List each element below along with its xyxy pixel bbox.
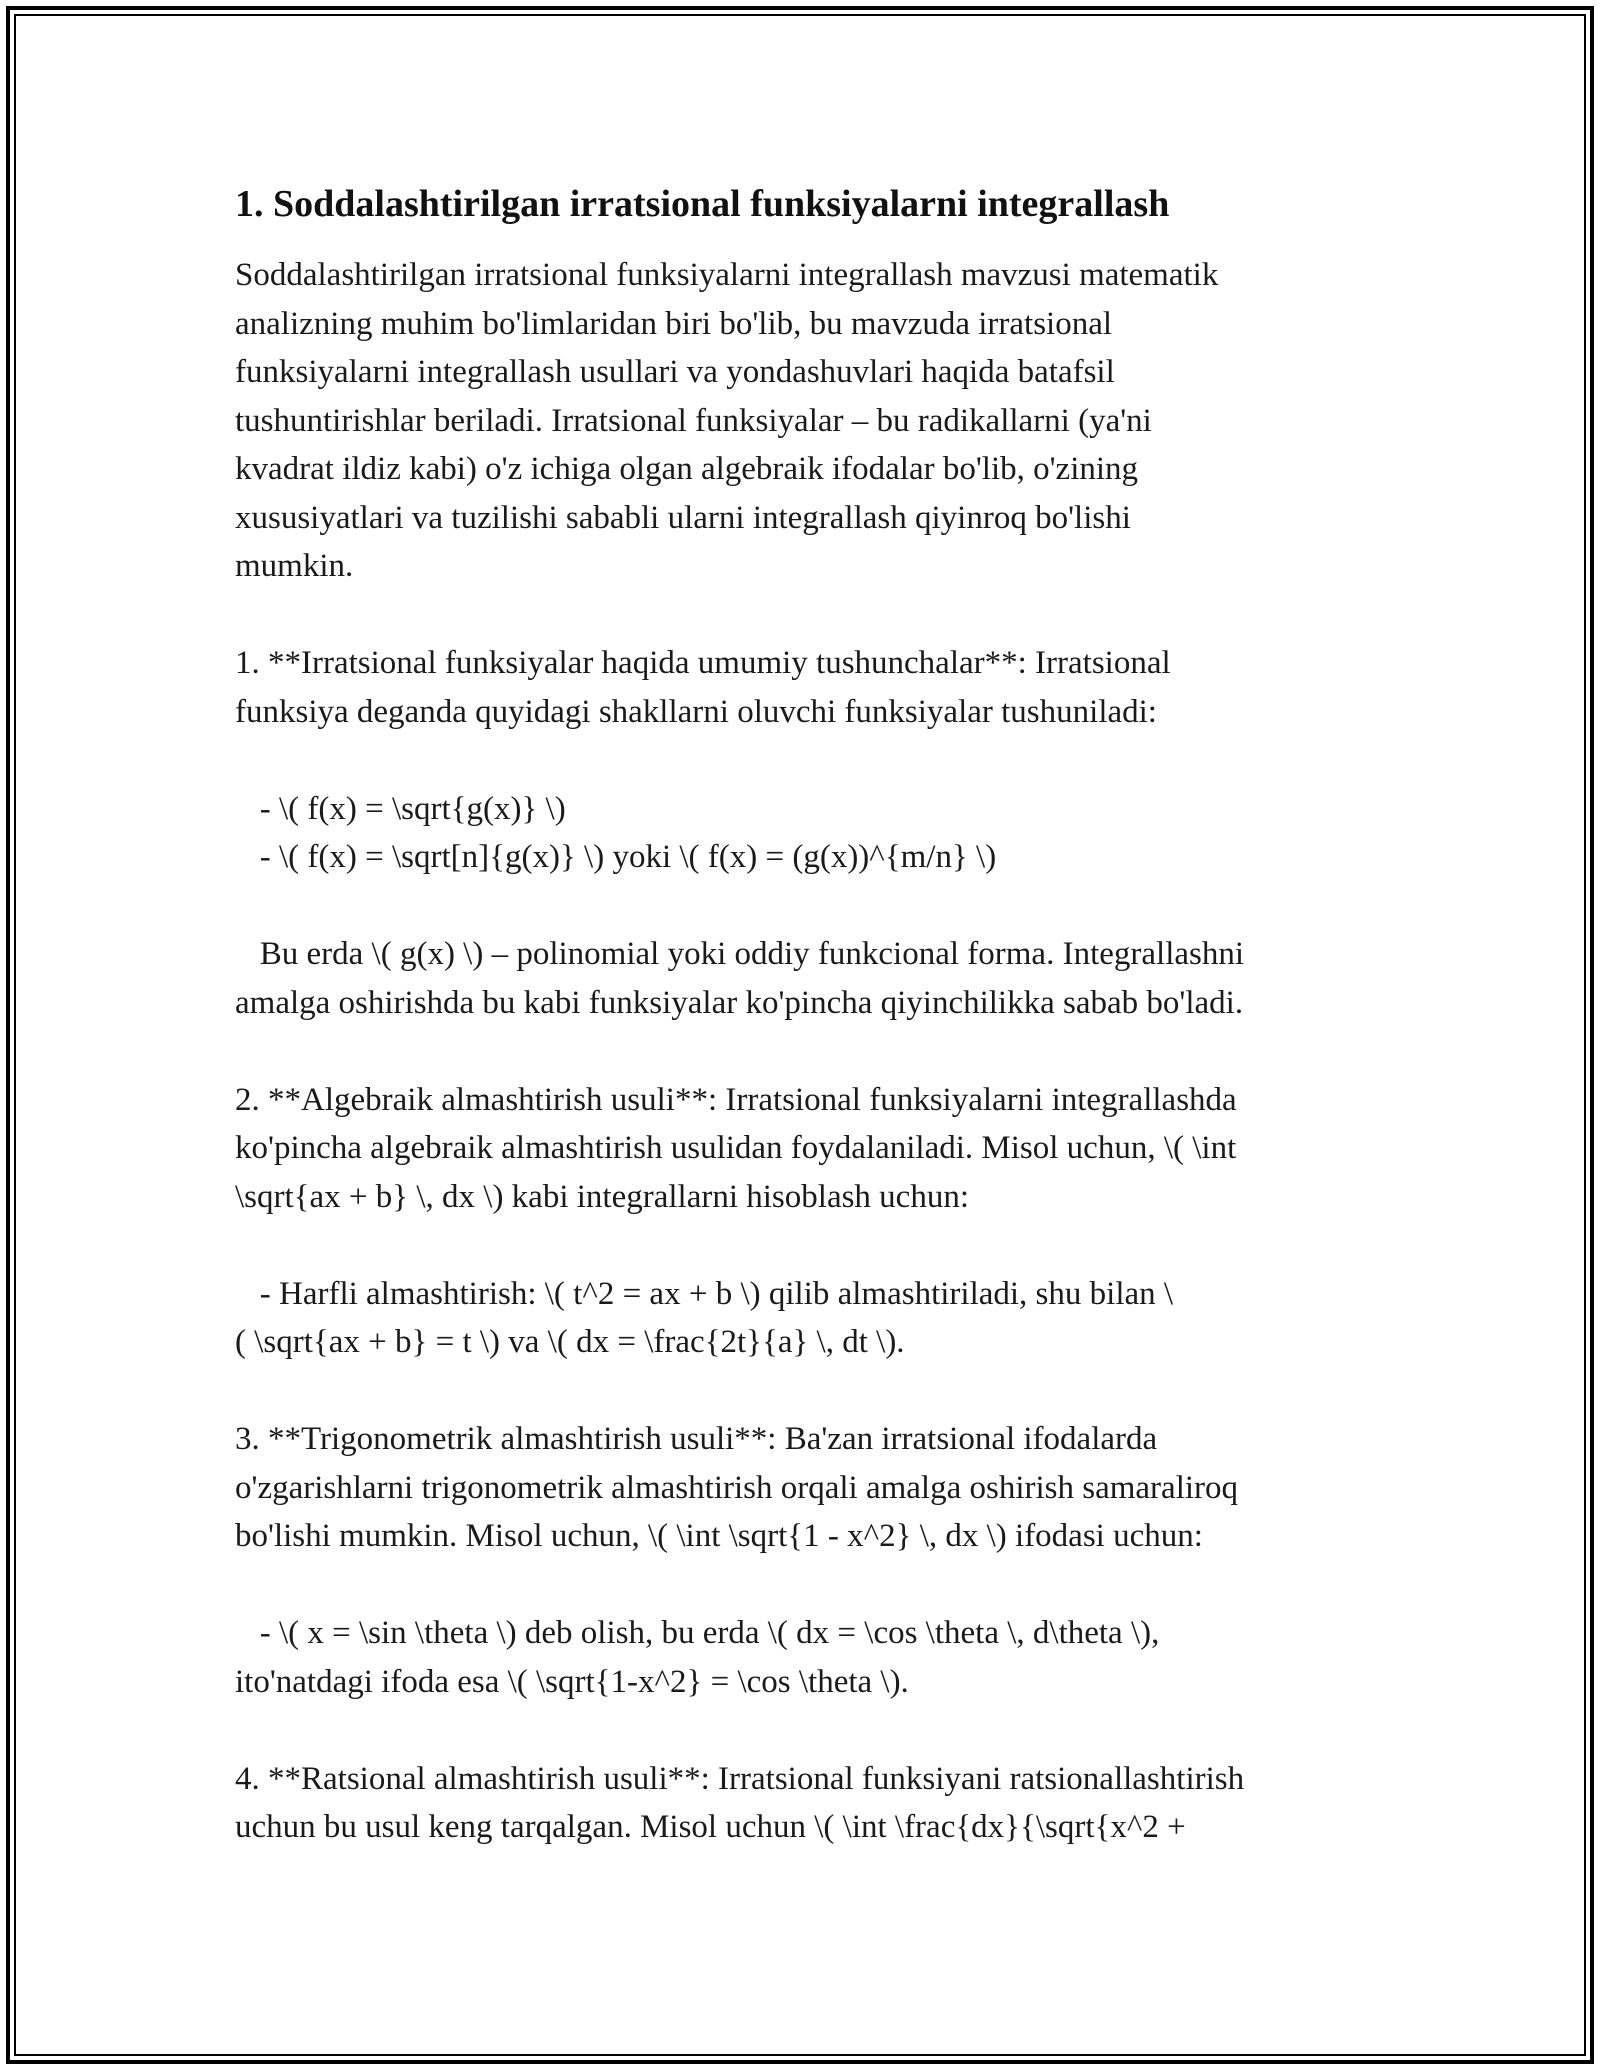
blank-line (235, 1027, 1375, 1076)
item-1-explanation: Bu erda \( g(x) \) – polinomial yoki oddiy funkcional forma. Integrallashni amalga oshirishda bu kabi funksiyalar ko'pincha qiyinchilikka sabab bo'ladi. (235, 936, 1245, 1021)
item-1-paragraph: 1. **Irratsional funksiyalar haqida umumiy tushunchalar**: Irratsional funksiya deganda quyidagi shakllarni oluvchi funksiyalar tushuniladi: (235, 645, 1171, 730)
blank-line (235, 1367, 1375, 1416)
item-3-paragraph: 3. **Trigonometrik almashtirish usuli**: Ba'zan irratsional ifodalarda o'zgarishlarni trigonometrik almashtirish orqali amalga oshirish samaraliroq bo'lishi mumkin. Misol uchun, \( \int \sqrt{1 - x^2} \, dx \) ifodasi uchun: (235, 1421, 1239, 1555)
blank-line (235, 882, 1375, 931)
blank-line (235, 591, 1375, 640)
item-4-paragraph: 4. **Ratsional almashtirish usuli**: Irratsional funksiyani ratsionallashtirish uchun bu usul keng tarqalgan. Misol uchun \( \int \frac{dx}{\sqrt{x^2 + (235, 1760, 1245, 1846)
item-1-formulas: - \( f(x) = \sqrt{g(x)} \) - \( f(x) = \sqrt[n]{g(x)} \) yoki \( f(x) = (g(x))^{m/n} \) (259, 790, 997, 876)
item-2-substitution: - Harfli almashtirish: \( t^2 = ax + b \) qilib almashtiriladi, shu bilan \ ( \sqrt{ax + b} = t \) va \( dx = \frac{2t}{a} \, dt \). (235, 1275, 1174, 1361)
section-heading: 1. Soddalashtirilgan irratsional funksiyalarni integrallash (235, 183, 1170, 225)
blank-line (235, 1221, 1375, 1270)
intro-paragraph: Soddalashtirilgan irratsional funksiyalarni integrallash mavzusi matematik analizning muhim bo'limlaridan biri bo'lib, bu mavzuda irratsional funksiyalarni integrallash usullari va yondashuvlari haqida batafsil tushuntirishlar beriladi. Irratsional funksiyalar – bu radikallarni (ya'ni kvadrat ildiz kabi) o'z ichiga olgan algebraik ifodalar bo'lib, o'zining xususiyatlari va tuzilishi sababli ularni integrallash qiyinroq bo'lishi mumkin. (235, 257, 1219, 585)
item-2-paragraph: 2. **Algebraik almashtirish usuli**: Irratsional funksiyalarni integrallashda ko'pincha algebraik almashtirish usulidan foydalaniladi. Misol uchun, \( \int \sqrt{ax + b} \, dx \) kabi integrallarni hisoblash uchun: (235, 1081, 1237, 1215)
item-3-substitution: - \( x = \sin \theta \) deb olish, bu erda \( dx = \cos \theta \, d\theta \), ito'natdagi ifoda esa \( \sqrt{1-x^2} = \cos \theta \). (235, 1615, 1160, 1700)
blank-line (235, 736, 1375, 785)
blank-line (235, 1706, 1375, 1755)
document-body (235, 180, 1375, 1852)
blank-line (235, 1561, 1375, 1610)
